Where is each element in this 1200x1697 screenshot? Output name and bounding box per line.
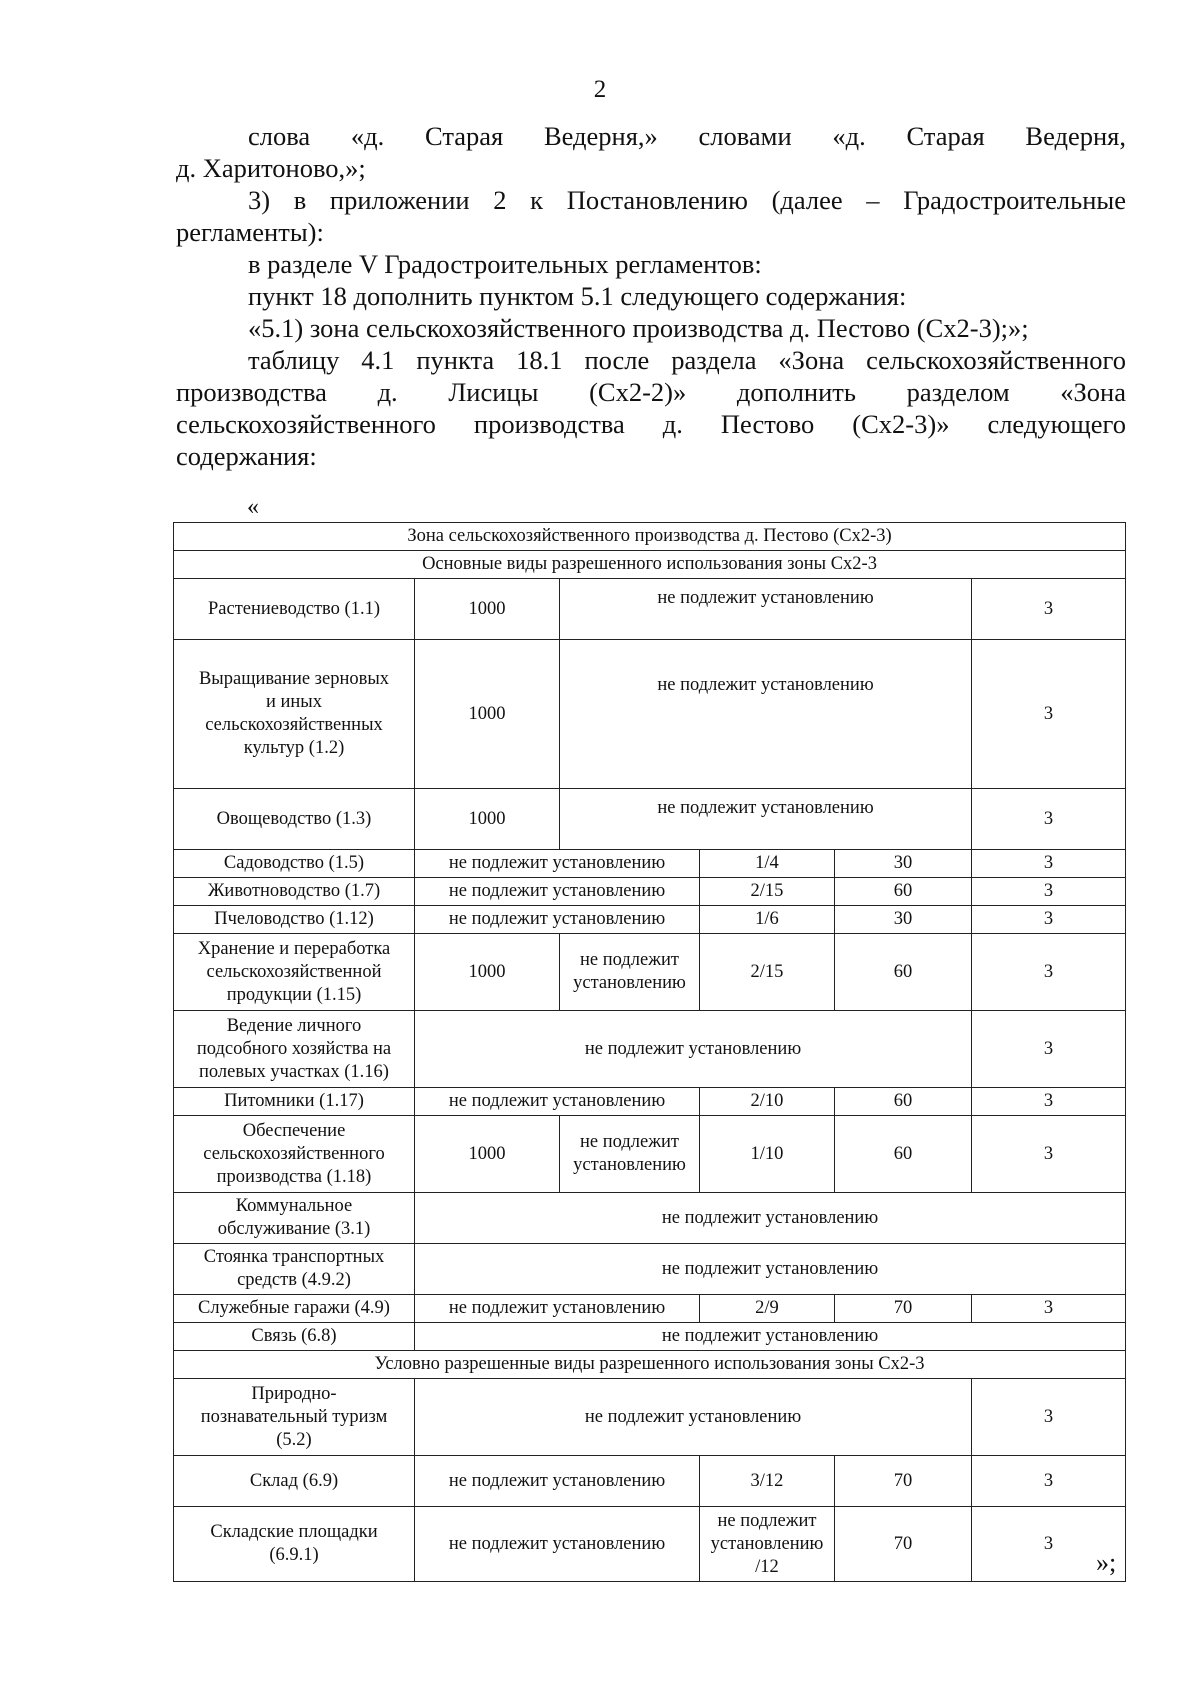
setback-ratio: 1/4 bbox=[700, 850, 835, 878]
zone-title: Зона сельскохозяйственного производства д. Пестово (Сх2-3) bbox=[174, 523, 1126, 551]
table-row bbox=[174, 1295, 1126, 1323]
max-floors: 3 bbox=[972, 906, 1126, 934]
use-name-line: Обеспечение bbox=[242, 1120, 346, 1141]
paragraph-words-replacement bbox=[176, 120, 1126, 184]
table-row bbox=[174, 878, 1126, 906]
table-section-row bbox=[174, 551, 1126, 579]
na-line: не подлежит bbox=[717, 1510, 817, 1531]
table-row bbox=[174, 579, 1126, 640]
use-name bbox=[174, 1193, 415, 1244]
table-row bbox=[174, 1379, 1126, 1456]
not-established bbox=[560, 934, 700, 1011]
paragraph-line: таблицу 4.1 пункта 18.1 после раздела «Зона сельскохозяйственного bbox=[248, 345, 1126, 375]
use-name bbox=[174, 1116, 415, 1193]
paragraph-line: пункт 18 дополнить пунктом 5.1 следующего содержания: bbox=[248, 281, 907, 311]
na-line: установлению bbox=[710, 1533, 824, 1554]
max-floors: 3 bbox=[972, 640, 1126, 789]
not-established: не подлежит установлению bbox=[560, 640, 972, 789]
min-area: 1000 bbox=[415, 789, 560, 850]
max-floors: 3 bbox=[972, 878, 1126, 906]
not-established: не подлежит установлению bbox=[415, 1193, 1126, 1244]
not-established: не подлежит установлению bbox=[415, 906, 700, 934]
use-name-line: культур (1.2) bbox=[243, 738, 345, 758]
setback-ratio: 2/9 bbox=[700, 1295, 835, 1323]
regulations-table bbox=[173, 522, 1126, 1582]
use-name bbox=[174, 1011, 415, 1088]
max-floors: 3 bbox=[972, 579, 1126, 640]
max-floors: 3 bbox=[972, 1116, 1126, 1193]
na-line: установлению bbox=[573, 1155, 686, 1175]
na-line: не подлежит bbox=[580, 1132, 679, 1152]
use-name bbox=[174, 1244, 415, 1295]
max-floors: 3 bbox=[972, 1011, 1126, 1088]
min-area: 1000 bbox=[415, 934, 560, 1011]
not-established: не подлежит установлению bbox=[560, 579, 972, 640]
paragraph-line: производства д. Лисицы (Сх2-2)» дополнить разделом «Зона bbox=[176, 377, 1126, 407]
table-row bbox=[174, 1011, 1126, 1088]
setback-ratio: 1/10 bbox=[700, 1116, 835, 1193]
use-name bbox=[174, 1507, 415, 1582]
paragraph-section-v bbox=[176, 248, 1126, 280]
table-row bbox=[174, 789, 1126, 850]
table-row bbox=[174, 934, 1126, 1011]
use-name-line: Выращивание зерновых bbox=[198, 669, 390, 689]
setback-ratio: 3/12 bbox=[700, 1456, 835, 1507]
setback-ratio: 2/15 bbox=[700, 934, 835, 1011]
use-name-line: Хранение и переработка bbox=[197, 938, 391, 959]
use-name-line: сельскохозяйственного bbox=[203, 1143, 385, 1164]
use-name-line: и иных bbox=[265, 692, 322, 712]
use-name bbox=[174, 1379, 415, 1456]
table-row bbox=[174, 1088, 1126, 1116]
use-name-line: Стоянка транспортных bbox=[203, 1247, 385, 1267]
coverage-percent: 60 bbox=[835, 878, 972, 906]
use-name-line: (5.2) bbox=[276, 1429, 312, 1450]
use-name: Животноводство (1.7) bbox=[174, 878, 415, 906]
setback-ratio: 1/6 bbox=[700, 906, 835, 934]
use-name-line: Складские площадки bbox=[210, 1522, 378, 1542]
setback-ratio bbox=[700, 1507, 835, 1582]
table-row bbox=[174, 640, 1126, 789]
max-floors: 3 bbox=[972, 1507, 1126, 1582]
use-name: Растениеводство (1.1) bbox=[174, 579, 415, 640]
use-name-line: обслуживание (3.1) bbox=[217, 1219, 371, 1239]
use-name-line: познавательный туризм bbox=[200, 1406, 388, 1427]
table-row bbox=[174, 850, 1126, 878]
ratio-suffix: /12 bbox=[755, 1556, 779, 1577]
use-name bbox=[174, 934, 415, 1011]
coverage-percent: 60 bbox=[835, 934, 972, 1011]
use-name-line: (6.9.1) bbox=[269, 1545, 319, 1565]
opening-quote: « bbox=[247, 494, 259, 520]
coverage-percent: 60 bbox=[835, 1116, 972, 1193]
min-area: 1000 bbox=[415, 1116, 560, 1193]
main-uses-header: Основные виды разрешенного использования зоны Сх2-3 bbox=[174, 551, 1126, 579]
max-floors: 3 bbox=[972, 789, 1126, 850]
paragraph-line: 3) в приложении 2 к Постановлению (далее – Градостроительные bbox=[248, 185, 1126, 215]
use-name-line: Коммунальное bbox=[235, 1196, 353, 1216]
closing-quote: »; bbox=[1096, 1548, 1117, 1577]
paragraph-line: регламенты): bbox=[176, 217, 324, 247]
not-established: не подлежит установлению bbox=[560, 789, 972, 850]
table-title-row bbox=[174, 523, 1126, 551]
not-established: не подлежит установлению bbox=[415, 1011, 972, 1088]
use-name-line: средств (4.9.2) bbox=[237, 1270, 351, 1290]
coverage-percent: 70 bbox=[835, 1456, 972, 1507]
table-row bbox=[174, 1244, 1126, 1295]
use-name bbox=[174, 640, 415, 789]
not-established: не подлежит установлению bbox=[415, 1088, 700, 1116]
use-name-line: подсобного хозяйства на bbox=[196, 1038, 392, 1059]
table-row bbox=[174, 1456, 1126, 1507]
min-area: 1000 bbox=[415, 640, 560, 789]
min-area: 1000 bbox=[415, 579, 560, 640]
table-row bbox=[174, 906, 1126, 934]
paragraph-line: сельскохозяйственного производства д. Пестово (Сх2-3)» следующего bbox=[176, 409, 1126, 439]
not-established: не подлежит установлению bbox=[415, 1295, 700, 1323]
max-floors: 3 bbox=[972, 934, 1126, 1011]
coverage-percent: 70 bbox=[835, 1295, 972, 1323]
na-line: не подлежит bbox=[580, 950, 679, 970]
coverage-percent: 30 bbox=[835, 906, 972, 934]
table-row bbox=[174, 1323, 1126, 1351]
conditional-uses-header: Условно разрешенные виды разрешенного использования зоны Сх2-3 bbox=[174, 1351, 1126, 1379]
setback-ratio: 2/10 bbox=[700, 1088, 835, 1116]
use-name: Склад (6.9) bbox=[174, 1456, 415, 1507]
not-established bbox=[560, 1116, 700, 1193]
use-name: Садоводство (1.5) bbox=[174, 850, 415, 878]
table-section-row bbox=[174, 1351, 1126, 1379]
paragraph-line: в разделе V Градостроительных регламентов: bbox=[248, 249, 762, 279]
use-name-line: Природно- bbox=[251, 1383, 337, 1404]
paragraph-point-18 bbox=[176, 280, 1126, 312]
page-number: 2 bbox=[593, 76, 607, 103]
use-name: Овощеводство (1.3) bbox=[174, 789, 415, 850]
na-line: установлению bbox=[573, 973, 686, 993]
not-established: не подлежит установлению bbox=[415, 878, 700, 906]
paragraph-line: д. Харитоново,»; bbox=[176, 153, 366, 183]
table-row bbox=[174, 1193, 1126, 1244]
not-established: не подлежит установлению bbox=[415, 1456, 700, 1507]
max-floors: 3 bbox=[972, 850, 1126, 878]
use-name-line: производства (1.18) bbox=[216, 1166, 372, 1187]
use-name-line: продукции (1.15) bbox=[226, 984, 362, 1005]
paragraph-point-5-1 bbox=[176, 312, 1126, 344]
max-floors: 3 bbox=[972, 1379, 1126, 1456]
use-name: Пчеловодство (1.12) bbox=[174, 906, 415, 934]
max-floors: 3 bbox=[972, 1088, 1126, 1116]
coverage-percent: 70 bbox=[835, 1507, 972, 1582]
paragraph-appendix-2 bbox=[176, 184, 1126, 248]
use-name: Служебные гаражи (4.9) bbox=[174, 1295, 415, 1323]
not-established: не подлежит установлению bbox=[415, 850, 700, 878]
setback-ratio: 2/15 bbox=[700, 878, 835, 906]
use-name: Связь (6.8) bbox=[174, 1323, 415, 1351]
use-name-line: сельскохозяйственной bbox=[206, 961, 382, 982]
table-row bbox=[174, 1507, 1126, 1582]
table-row bbox=[174, 1116, 1126, 1193]
not-established: не подлежит установлению bbox=[415, 1379, 972, 1456]
max-floors: 3 bbox=[972, 1295, 1126, 1323]
paragraph-table-4-1 bbox=[176, 344, 1126, 472]
coverage-percent: 60 bbox=[835, 1088, 972, 1116]
coverage-percent: 30 bbox=[835, 850, 972, 878]
use-name-line: полевых участках (1.16) bbox=[199, 1061, 389, 1082]
not-established: не подлежит установлению bbox=[415, 1244, 1126, 1295]
paragraph-line: содержания: bbox=[176, 441, 317, 471]
use-name: Питомники (1.17) bbox=[174, 1088, 415, 1116]
use-name-line: сельскохозяйственных bbox=[205, 715, 383, 735]
not-established: не подлежит установлению bbox=[415, 1323, 1126, 1351]
paragraph-line: «5.1) зона сельскохозяйственного производства д. Пестово (Сх2-3);»; bbox=[248, 313, 1029, 343]
paragraph-line: слова «д. Старая Ведерня,» словами «д. Старая Ведерня, bbox=[248, 121, 1126, 151]
max-floors: 3 bbox=[972, 1456, 1126, 1507]
not-established: не подлежит установлению bbox=[415, 1507, 700, 1582]
use-name-line: Ведение личного bbox=[226, 1015, 362, 1036]
